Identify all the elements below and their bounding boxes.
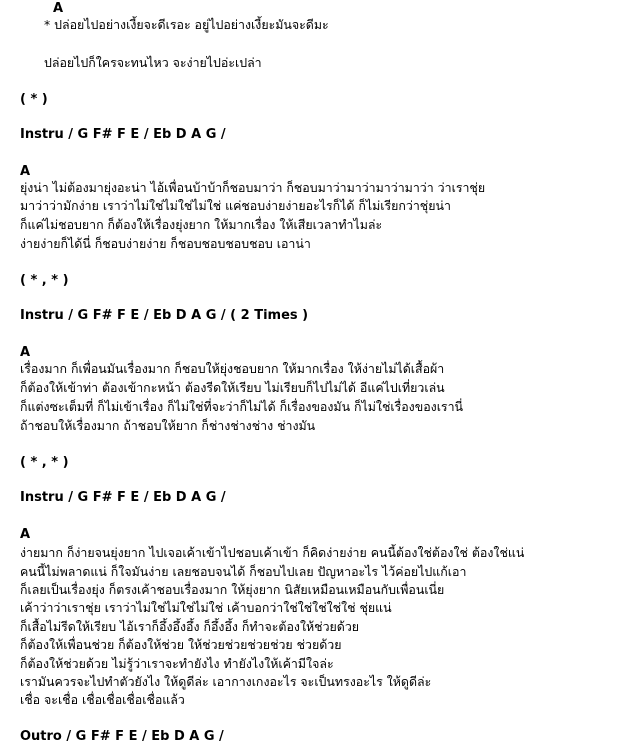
repeat-marker: ( * , * ): [20, 273, 69, 288]
verse-lyric-line: ถ้าชอบให้เรื่องมาก ถ้าชอบให้ยาก ก็ช่างช่างช่าง ช่างมัน: [20, 418, 316, 433]
chord-line: A: [53, 1, 64, 16]
chord-line: A: [20, 164, 31, 179]
verse-lyric-line: ก็ต้องให้เพื่อนช่วย ก็ต้องให้ช่วย ให้ช่วยช่วยช่วยช่วย ช่วยด้วย: [20, 637, 342, 652]
instrumental-line: Instru / G F# F E / Eb D A G /: [20, 490, 226, 505]
verse-lyric-line: ก็ต้องให้ช่วยด้วย ไม่รู้ว่าเราจะทำยังไง ทำยังไงให้เค้ามีใจล่ะ: [20, 656, 334, 671]
verse-lyric-line: ง่ายง่ายก็ได้นี่ ก็ชอบง่ายง่าย ก็ชอบชอบชอบชอบ เอาน่า: [20, 236, 311, 251]
verse-lyric-line: เรื่องมาก ก็เพื่อนมันเรื่องมาก ก็ชอบให้ยุ่งชอบยาก ให้มากเรื่อง ให้ง่ายไม่ได้เสื้อผ้า: [20, 361, 445, 376]
repeat-marker: ( * , * ): [20, 455, 69, 470]
chord-line: A: [20, 527, 31, 542]
chord-line: A: [20, 345, 31, 360]
verse-lyric-line: เค้าว่าว่าเราชุ่ย เราว่าไม่ใช่ไม่ใช่ไม่ใช่ เค้าบอกว่าใช่ใช่ใช่ใช่ใช่ ชุ่ยแน่: [20, 600, 392, 615]
instrumental-line: Instru / G F# F E / Eb D A G /: [20, 127, 226, 142]
chorus-lyric-line: * ปล่อยไปอย่างเงี้ยจะดีเรอะ อยู่ไปอย่างเงี้ยะมันจะดีมะ: [44, 17, 329, 32]
outro-line: Outro / G F# F E / Eb D A G /: [20, 729, 224, 744]
repeat-marker: ( * ): [20, 92, 48, 107]
verse-lyric-line: ก็เลยเป็นเรื่องยุ่ง ก็ตรงเค้าชอบเรื่องมาก ให้ยุ่งยาก นิสัยเหมือนเหมือนกับเพื่อนเนี่ย: [20, 582, 445, 597]
verse-lyric-line: เรามันควรจะไปทำตัวยังไง ให้ดูดีล่ะ เอากางเกงอะไร จะเป็นทรงอะไร ให้ดูดีล่ะ: [20, 674, 432, 689]
verse-lyric-line: ก็แค่ไม่ชอบยาก ก็ต้องให้เรื่องยุ่งยาก ให้มากเรื่อง ให้เสียเวลาทำไมล่ะ: [20, 217, 383, 232]
verse-lyric-line: ก็แต่งซะเต็มที่ ก็ไม่เข้าเรื่อง ก็ไม่ใช่ที่จะว่าก็ไม่ได้ ก็เรื่องของมัน ก็ไม่ใช่เรื่องของเรานี่: [20, 399, 464, 414]
verse-lyric-line: มาว่าว่ามักง่าย เราว่าไม่ใช่ไม่ใช่ไม่ใช่ แค่ชอบง่ายง่ายอะไรก็ได้ ก็ไม่เรียกว่าชุ่ยน่า: [20, 198, 451, 213]
chorus-lyric-line: ปล่อยไปก็ใครจะทนไหว จะง่ายไปอ่ะเปล่า: [44, 55, 262, 70]
verse-lyric-line: ก็ต้องให้เข้าท่า ต้องเข้ากะหน้า ต้องรีดให้เรียบ ไม่เรียบก็ไปไม่ได้ อีแค่ไปเที่ยวเล่น: [20, 380, 445, 395]
verse-lyric-line: ง่ายมาก ก็ง่ายจนยุ่งยาก ไปเจอเค้าเข้าไปชอบเค้าเข้า ก็คิดง่ายง่าย คนนี้ต้องใช่ต้องใช่ ต้องใช่แน่: [20, 545, 525, 560]
verse-lyric-line: เชื่อ จะเชื่อ เชื่อเชื่อเชื่อเชื่อแล้ว: [20, 692, 185, 707]
verse-lyric-line: คนนี้ไม่พลาดแน่ ก็ใจมันง่าย เลยชอบจนได้ ก็ชอบไปเลย ปัญหาอะไร ไว้ค่อยไปแก้เอา: [20, 564, 467, 579]
instrumental-line: Instru / G F# F E / Eb D A G / ( 2 Times ): [20, 308, 309, 323]
verse-lyric-line: ยุ่งน่า ไม่ต้องมายุ่งอะน่า ไอ้เพื่อนบ้าบ้าก็ชอบมาว่า ก็ชอบมาว่ามาว่ามาว่ามาว่า ว่าเราชุ่ย: [20, 180, 486, 195]
verse-lyric-line: ก็เสื้อไม่รีดให้เรียบ ไอ้เราก็อึ้งอึ้งอึ้ง ก็อึ้งอึ้ง ก็ทำจะต้องให้ช่วยด้วย: [20, 619, 360, 634]
